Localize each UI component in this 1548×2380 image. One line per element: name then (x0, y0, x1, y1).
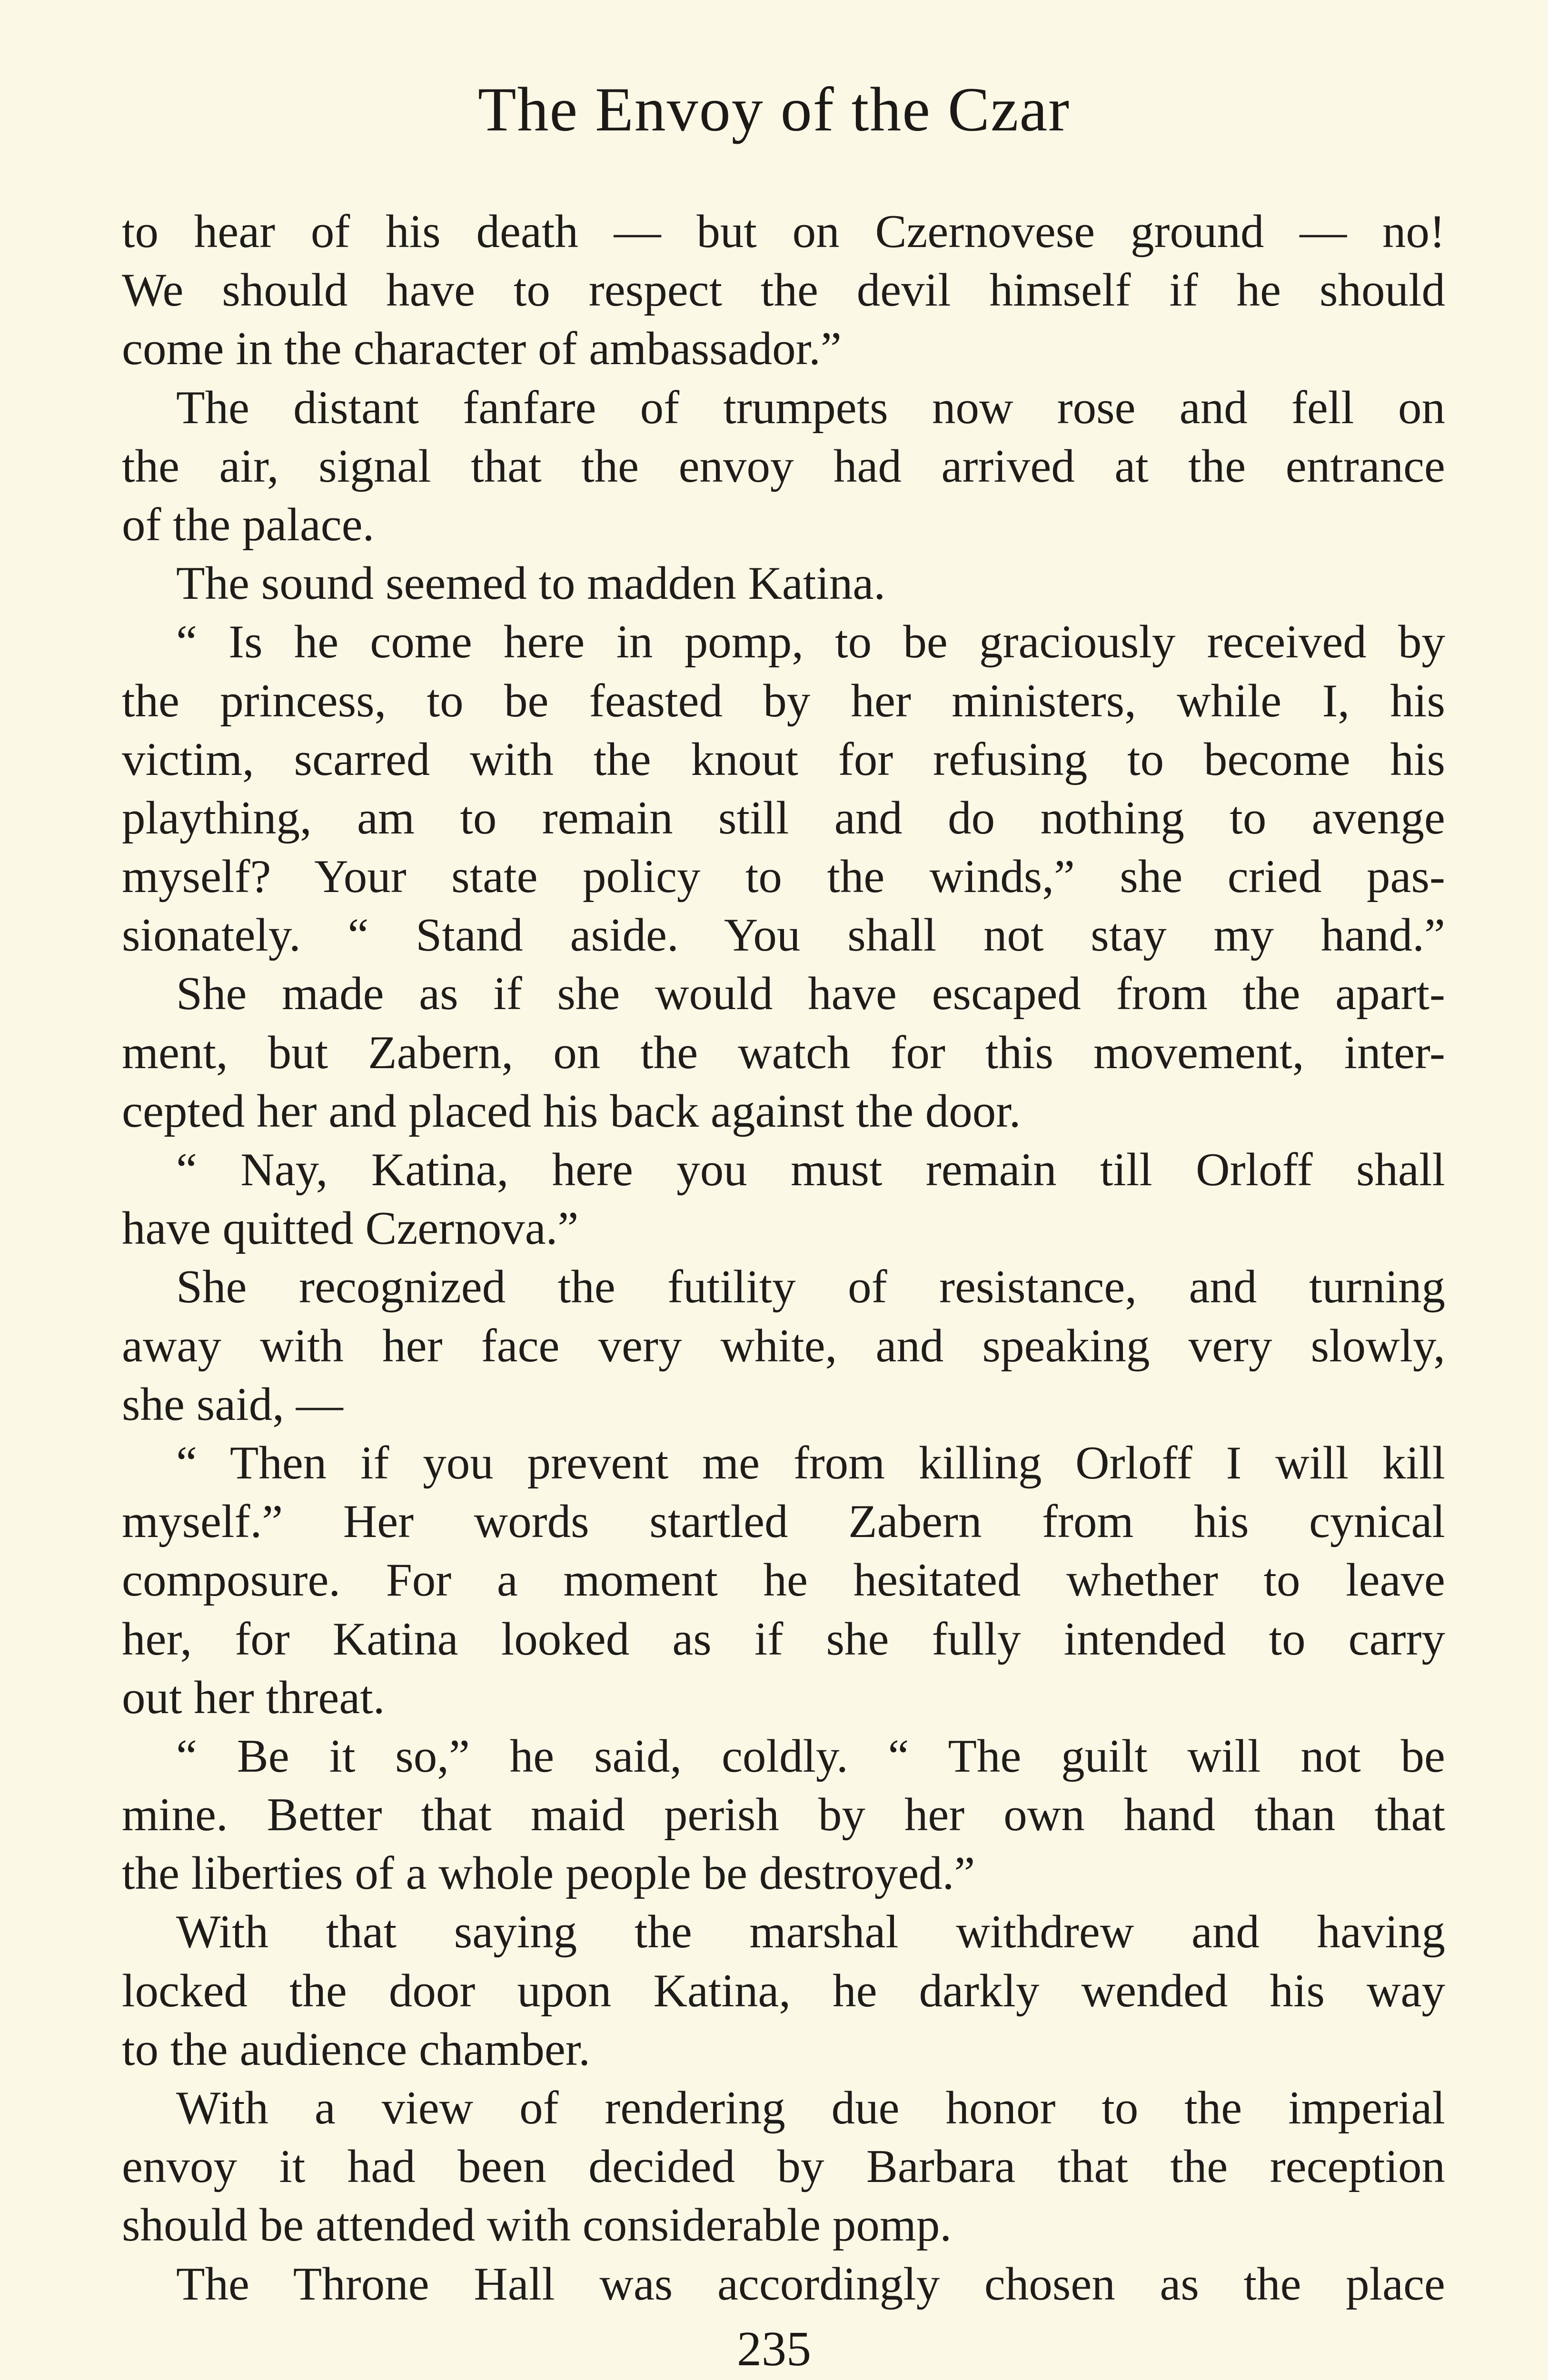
text-line: composure. For a moment he hesitated whether to leave (122, 1554, 1445, 1606)
text-line: We should have to respect the devil himself if he should (122, 264, 1445, 317)
text-line: come in the character of ambassador.” (122, 323, 842, 375)
text-line: “ Then if you prevent me from killing Orloff I will kill (176, 1437, 1445, 1489)
text-line: The Throne Hall was accordingly chosen as the place (176, 2258, 1445, 2310)
text-line: should be attended with considerable pomp. (122, 2199, 952, 2251)
text-line: cepted her and placed his back against the door. (122, 1085, 1021, 1137)
text-line: to hear of his death — but on Czernovese ground — no! (122, 206, 1445, 258)
running-head: The Envoy of the Czar (477, 74, 1071, 144)
text-line: She recognized the futility of resistance, and turning (176, 1261, 1445, 1313)
text-line: her, for Katina looked as if she fully intended to carry (122, 1613, 1445, 1665)
text-line: have quitted Czernova.” (122, 1202, 579, 1255)
text-line: With a view of rendering due honor to the imperial (176, 2082, 1445, 2134)
text-line: locked the door upon Katina, he darkly wended his way (122, 1964, 1445, 2017)
text-line: the liberties of a whole people be destroyed.” (122, 1847, 975, 1900)
text-line: With that saying the marshal withdrew and having (176, 1906, 1445, 1958)
text-line: “ Nay, Katina, here you must remain till Orloff shall (176, 1144, 1445, 1196)
text-line: plaything, am to remain still and do nothing to avenge (122, 792, 1445, 844)
text-line: The sound seemed to madden Katina. (176, 557, 886, 610)
text-line: envoy it had been decided by Barbara that the reception (122, 2141, 1445, 2193)
text-line: victim, scarred with the knout for refusing to become his (122, 733, 1445, 785)
text-line: of the palace. (122, 498, 375, 551)
text-line: out her threat. (122, 1671, 385, 1724)
text-line: myself.” Her words startled Zabern from his cynical (122, 1496, 1445, 1548)
body-text (122, 202, 1445, 2313)
text-line: “ Be it so,” he said, coldly. “ The guilt will not be (176, 1730, 1445, 1782)
text-line: “ Is he come here in pomp, to be graciously received by (176, 616, 1445, 668)
text-line: away with her face very white, and speaking very slowly, (122, 1319, 1445, 1372)
text-line: to the audience chamber. (122, 2023, 591, 2075)
text-line: myself? Your state policy to the winds,” she cried pas- (122, 851, 1445, 903)
text-line: ment, but Zabern, on the watch for this movement, inter- (122, 1026, 1445, 1079)
page-number: 235 (737, 2321, 811, 2376)
text-line: she said, — (122, 1378, 343, 1430)
text-line: the princess, to be feasted by her ministers, while I, his (122, 674, 1445, 727)
text-line: the air, signal that the envoy had arrived at the entrance (122, 440, 1445, 492)
text-line: mine. Better that maid perish by her own hand than that (122, 1789, 1445, 1841)
text-line: The distant fanfare of trumpets now rose and fell on (176, 381, 1445, 434)
text-line: She made as if she would have escaped from the apart- (176, 968, 1445, 1020)
text-line: sionately. “ Stand aside. You shall not stay my hand.” (122, 909, 1445, 962)
